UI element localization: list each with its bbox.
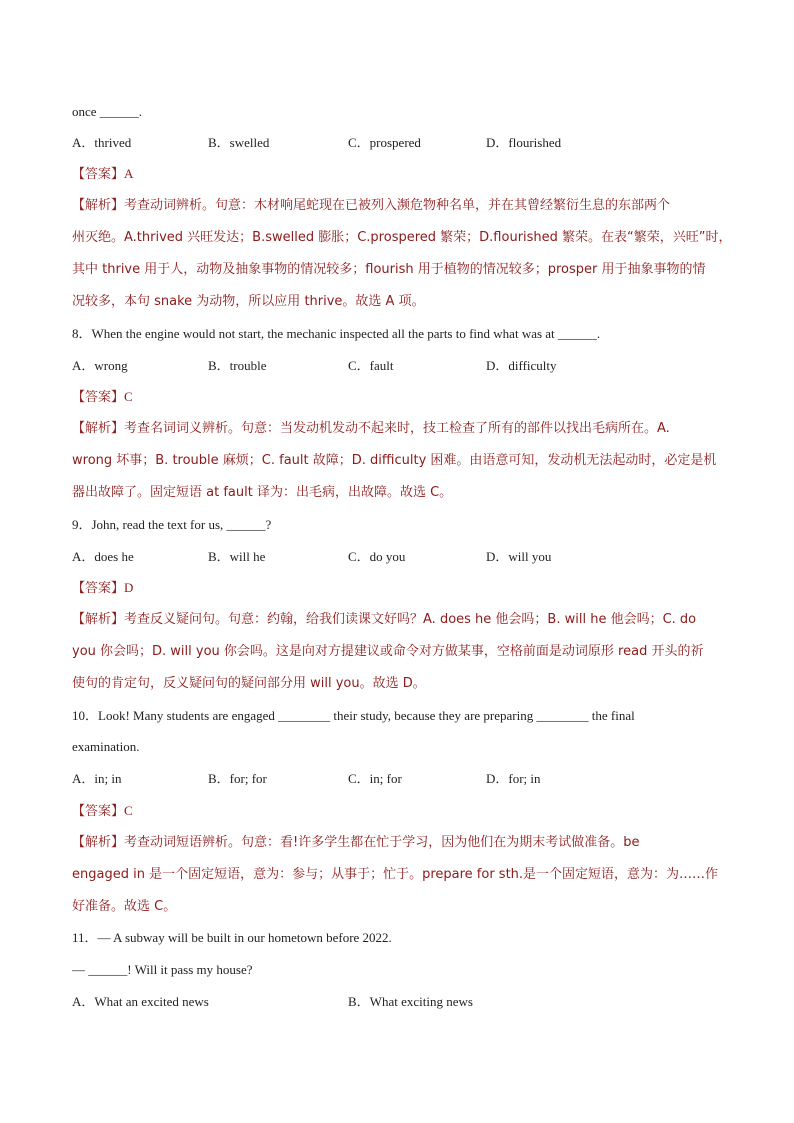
q8-answer [72, 389, 133, 406]
q9-analysis-line-1 [72, 612, 696, 628]
q9-option-d: D．will you [486, 549, 552, 564]
q7-option-c: C．prospered [348, 135, 421, 150]
q10-answer [72, 803, 133, 820]
q8-question: 8．When the engine would not start, the mechanic inspected all the parts to find what was at ______. [72, 326, 601, 341]
q9-option-c: C．do you [348, 549, 406, 564]
q10-option-c: C．in; for [348, 771, 402, 786]
q10-question-line-2: examination. [72, 739, 140, 754]
q8-analysis-line-1 [72, 421, 670, 437]
q7-analysis-line-1 [72, 198, 670, 214]
q9-option-a: A．does he [72, 549, 134, 564]
analysis-label: 【解析】 [72, 612, 125, 627]
q7-analysis-line-2: 州灭绝。A.thrived 兴旺发达；B.swelled 膨胀；C.prospered 繁荣；D.flourished 繁荣。在表“繁荣，兴旺”时， [72, 230, 732, 245]
answer-value: D [124, 580, 134, 595]
q7-option-d: D．flourished [486, 135, 562, 150]
q10-option-b: B．for; for [208, 771, 267, 786]
q8-analysis-line-2: wrong 坏事；B. trouble 麻烦；C. fault 故障；D. difficulty 困难。由语意可知，发动机无法起动时，必定是机 [72, 453, 717, 468]
q8-analysis-line-3: 器出故障了。固定短语 at fault 译为：出毛病，出故障。故选 C。 [72, 485, 453, 500]
q10-analysis-line-2: engaged in 是一个固定短语，意为：参与；从事于；忙于。prepare for sth.是一个固定短语，意为：为……作 [72, 867, 719, 882]
q7-answer [72, 166, 133, 183]
answer-label: 【答案】 [72, 390, 125, 405]
q9-analysis-line-2: you 你会吗；D. will you 你会吗。这是向对方提建议或命令对方做某事，空格前面是动词原形 read 开头的祈 [72, 644, 704, 659]
q10-analysis-line-1 [72, 835, 639, 851]
answer-value: A [124, 166, 134, 181]
analysis-text: 考查反义疑问句。句意：约翰，给我们读课文好吗？A. does he 他会吗；B. will he 他会吗；C. do [124, 612, 697, 627]
analysis-text: 考查名词词义辨析。句意：当发动机发动不起来时，技工检查了所有的部件以找出毛病所在。A. [124, 421, 670, 436]
q8-option-c: C．fault [348, 358, 394, 373]
answer-value: C [124, 803, 133, 818]
answer-label: 【答案】 [72, 804, 125, 819]
q8-option-d: D．difficulty [486, 358, 557, 373]
analysis-text: 考查动词辨析。句意：木材响尾蛇现在已被列入濒危物种名单，并在其曾经繁衍生息的东部两个 [124, 198, 671, 213]
q11-option-a: A．What an excited news [72, 994, 209, 1009]
q11-question-line-2: — ______! Will it pass my house? [72, 962, 253, 977]
q11-question-line-1: 11．— A subway will be built in our hometown before 2022. [72, 930, 392, 945]
analysis-label: 【解析】 [72, 421, 125, 436]
q8-option-b: B．trouble [208, 358, 267, 373]
analysis-text: 考查动词短语辨析。句意：看!许多学生都在忙于学习，因为他们在为期末考试做准备。be [124, 835, 640, 850]
q7-option-a: A．thrived [72, 135, 132, 150]
q10-analysis-line-3: 好准备。故选 C。 [72, 899, 177, 914]
answer-label: 【答案】 [72, 581, 125, 596]
analysis-label: 【解析】 [72, 835, 125, 850]
q7-option-b: B．swelled [208, 135, 270, 150]
q9-answer [72, 580, 133, 597]
q9-question: 9．John, read the text for us, ______? [72, 517, 272, 532]
q10-option-d: D．for; in [486, 771, 541, 786]
q10-option-a: A．in; in [72, 771, 122, 786]
analysis-label: 【解析】 [72, 198, 125, 213]
q8-option-a: A．wrong [72, 358, 128, 373]
q7-analysis-line-4: 况较多，本句 snake 为动物，所以应用 thrive。故选 A 项。 [72, 294, 425, 309]
q7-question-tail: once ______. [72, 104, 143, 119]
answer-label: 【答案】 [72, 167, 125, 182]
q7-analysis-line-3: 其中 thrive 用于人，动物及抽象事物的情况较多；flourish 用于植物的情况较多；prosper 用于抽象事物的情 [72, 262, 706, 277]
q9-analysis-line-3: 使句的肯定句，反义疑问句的疑问部分用 will you。故选 D。 [72, 676, 426, 691]
q10-question-line-1: 10．Look! Many students are engaged ________ their study, because they are preparing ________ the final [72, 708, 635, 723]
answer-value: C [124, 389, 133, 404]
q9-option-b: B．will he [208, 549, 266, 564]
q11-option-b: B．What exciting news [348, 994, 473, 1009]
